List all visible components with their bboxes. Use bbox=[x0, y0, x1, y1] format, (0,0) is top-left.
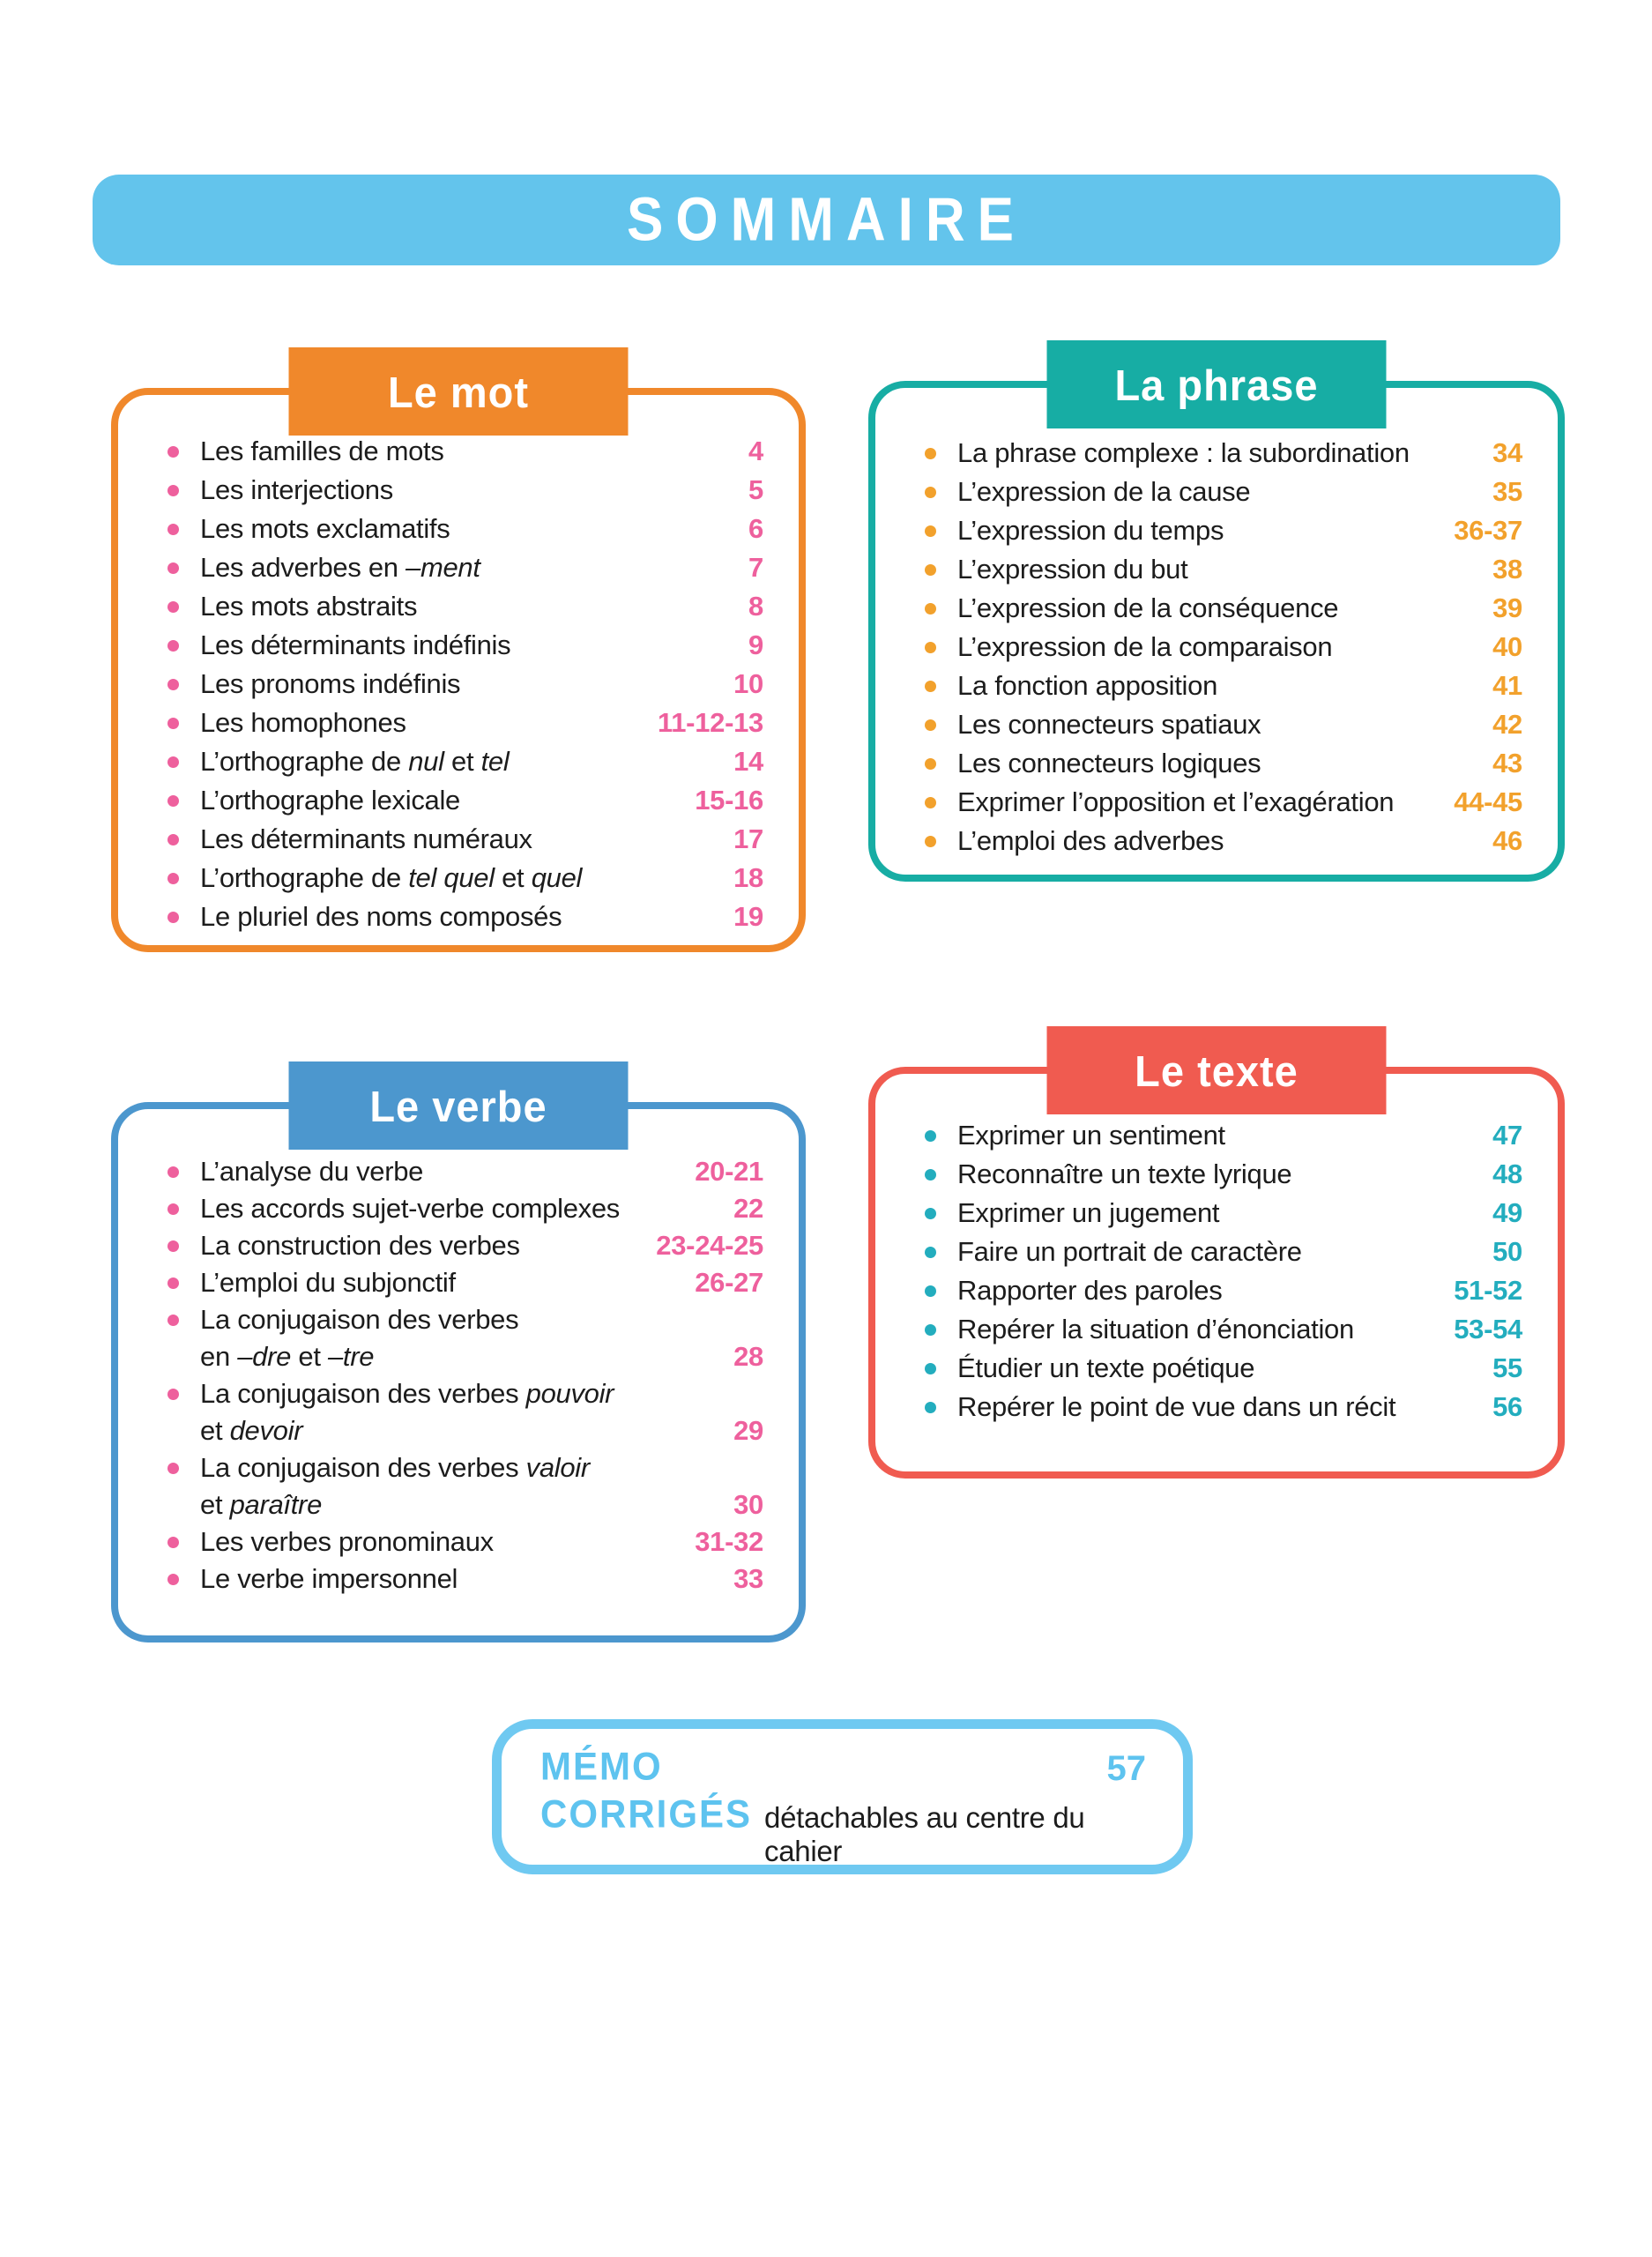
toc-item-label: L’expression de la cause bbox=[957, 476, 1251, 507]
toc-item-page: 31-32 bbox=[695, 1526, 763, 1557]
toc-line bbox=[143, 1412, 763, 1449]
toc-line bbox=[143, 548, 763, 587]
toc-item-label: Les accords sujet-verbe complexes bbox=[200, 1193, 620, 1224]
bullet-icon bbox=[167, 834, 179, 845]
toc-item-label: La conjugaison des verbes pouvoir bbox=[200, 1378, 614, 1409]
toc-item-page: 15-16 bbox=[695, 785, 763, 816]
toc-line bbox=[900, 667, 1522, 705]
toc-item-page: 10 bbox=[733, 668, 763, 699]
toc-item bbox=[900, 1349, 1522, 1388]
toc-item bbox=[900, 1155, 1522, 1194]
toc-item-page: 44-45 bbox=[1454, 786, 1522, 817]
toc-item-label: L’emploi des adverbes bbox=[957, 825, 1224, 856]
toc-item-label: Les adverbes en –ment bbox=[200, 552, 480, 583]
toc-item bbox=[143, 742, 763, 781]
bullet-icon bbox=[925, 1324, 936, 1336]
toc-item-label: et paraître bbox=[200, 1489, 323, 1520]
bullet-icon bbox=[925, 1285, 936, 1297]
toc-item-page: 19 bbox=[733, 901, 763, 932]
bullet-icon bbox=[167, 1537, 179, 1548]
toc-line bbox=[143, 1153, 763, 1190]
section-le-texte bbox=[868, 1046, 1565, 1479]
toc-line bbox=[143, 510, 763, 548]
toc-item-page: 5 bbox=[748, 474, 763, 505]
toc-item-page: 43 bbox=[1492, 748, 1522, 778]
toc-line bbox=[143, 587, 763, 626]
toc-item bbox=[143, 432, 763, 471]
bullet-icon bbox=[167, 1389, 179, 1400]
toc-item-label: Les mots abstraits bbox=[200, 591, 418, 622]
corriges-description: détachables au centre du cahier bbox=[764, 1801, 1085, 1867]
toc-item bbox=[143, 820, 763, 859]
toc-item bbox=[900, 1388, 1522, 1426]
toc-line bbox=[143, 626, 763, 665]
toc-item-page: 20-21 bbox=[695, 1156, 763, 1187]
sommaire-banner bbox=[93, 175, 1560, 265]
toc-item bbox=[143, 1153, 763, 1190]
toc-item-page: 39 bbox=[1492, 592, 1522, 623]
section-title: Le texte bbox=[1135, 1046, 1299, 1095]
toc-item bbox=[900, 1194, 1522, 1233]
toc-line bbox=[143, 1561, 763, 1598]
toc-item-page: 22 bbox=[733, 1193, 763, 1224]
toc-item-label: L’analyse du verbe bbox=[200, 1156, 424, 1187]
toc-line bbox=[900, 1116, 1522, 1155]
toc-item-label: Les interjections bbox=[200, 474, 393, 505]
toc-item bbox=[143, 898, 763, 936]
toc-item-page: 56 bbox=[1492, 1391, 1522, 1422]
toc-line bbox=[143, 1264, 763, 1301]
toc-item-page: 28 bbox=[733, 1341, 763, 1372]
memo-page-number: 57 bbox=[1106, 1749, 1146, 1788]
toc-item-page: 47 bbox=[1492, 1120, 1522, 1151]
toc-item-label: Repérer le point de vue dans un récit bbox=[957, 1391, 1396, 1422]
toc-list-la-phrase bbox=[875, 388, 1558, 860]
bullet-icon bbox=[167, 1463, 179, 1474]
toc-line bbox=[143, 1227, 763, 1264]
toc-line bbox=[900, 705, 1522, 744]
toc-item-label: et devoir bbox=[200, 1415, 303, 1446]
section-la-phrase bbox=[868, 360, 1565, 882]
toc-item-label: L’expression du temps bbox=[957, 515, 1224, 546]
toc-item-label: Les homophones bbox=[200, 707, 406, 738]
toc-item bbox=[900, 744, 1522, 783]
toc-item bbox=[900, 667, 1522, 705]
bullet-icon bbox=[167, 873, 179, 884]
toc-item bbox=[900, 1271, 1522, 1310]
bullet-icon bbox=[167, 562, 179, 574]
bullet-icon bbox=[167, 795, 179, 807]
section-le-verbe bbox=[111, 1081, 806, 1642]
bullet-icon bbox=[925, 1402, 936, 1413]
toc-line bbox=[143, 898, 763, 936]
toc-item-label: Étudier un texte poétique bbox=[957, 1352, 1255, 1383]
toc-line bbox=[900, 434, 1522, 473]
section-le-texte-header-tab bbox=[1047, 1026, 1387, 1114]
bullet-icon bbox=[167, 640, 179, 652]
corriges-row bbox=[540, 1791, 1146, 1868]
toc-item-page: 17 bbox=[733, 823, 763, 854]
toc-item-label: Rapporter des paroles bbox=[957, 1275, 1223, 1306]
toc-line bbox=[900, 822, 1522, 860]
toc-item-page: 4 bbox=[748, 436, 763, 466]
section-le-mot-header-tab bbox=[289, 347, 629, 436]
toc-line bbox=[900, 1388, 1522, 1426]
bullet-icon bbox=[167, 1203, 179, 1215]
toc-item-page: 8 bbox=[748, 591, 763, 622]
section-le-verbe-header-tab bbox=[289, 1061, 629, 1150]
toc-item-label: Le pluriel des noms composés bbox=[200, 901, 562, 932]
bullet-icon bbox=[167, 446, 179, 458]
toc-item-page: 30 bbox=[733, 1489, 763, 1520]
bullet-icon bbox=[167, 718, 179, 729]
bullet-icon bbox=[925, 603, 936, 615]
toc-item bbox=[143, 548, 763, 587]
bullet-icon bbox=[925, 564, 936, 576]
memo-label: MÉMO bbox=[540, 1744, 663, 1788]
toc-item-page: 7 bbox=[748, 552, 763, 583]
toc-item-page: 46 bbox=[1492, 825, 1522, 856]
toc-item bbox=[143, 859, 763, 898]
toc-list-le-verbe bbox=[118, 1109, 799, 1598]
toc-line bbox=[143, 820, 763, 859]
toc-item-label: Les connecteurs logiques bbox=[957, 748, 1261, 778]
bullet-icon bbox=[925, 1247, 936, 1258]
toc-item-label: Les déterminants indéfinis bbox=[200, 629, 511, 660]
toc-item bbox=[143, 510, 763, 548]
toc-item bbox=[900, 628, 1522, 667]
toc-item-label: Les connecteurs spatiaux bbox=[957, 709, 1261, 740]
bullet-icon bbox=[925, 487, 936, 498]
bullet-icon bbox=[925, 1363, 936, 1374]
toc-item bbox=[143, 471, 763, 510]
toc-item-label: Les pronoms indéfinis bbox=[200, 668, 461, 699]
bullet-icon bbox=[167, 1277, 179, 1289]
bullet-icon bbox=[167, 679, 179, 690]
toc-line bbox=[143, 742, 763, 781]
toc-item-label: Les déterminants numéraux bbox=[200, 823, 532, 854]
toc-item-label: Repérer la situation d’énonciation bbox=[957, 1314, 1354, 1345]
toc-line bbox=[143, 859, 763, 898]
toc-item-page: 14 bbox=[733, 746, 763, 777]
toc-item-label: L’expression du but bbox=[957, 554, 1188, 585]
toc-item-page: 55 bbox=[1492, 1352, 1522, 1383]
toc-item bbox=[143, 665, 763, 704]
toc-item bbox=[143, 1561, 763, 1598]
toc-item-label: Les familles de mots bbox=[200, 436, 444, 466]
section-le-mot bbox=[111, 367, 806, 952]
toc-item-page: 53-54 bbox=[1454, 1314, 1522, 1345]
toc-line bbox=[900, 1349, 1522, 1388]
toc-item-page: 11-12-13 bbox=[658, 707, 763, 738]
toc-item-label: Faire un portrait de caractère bbox=[957, 1236, 1302, 1267]
bullet-icon bbox=[925, 681, 936, 692]
bullet-icon bbox=[167, 1240, 179, 1252]
toc-line bbox=[900, 1310, 1522, 1349]
toc-item-page: 18 bbox=[733, 862, 763, 893]
toc-item-page: 42 bbox=[1492, 709, 1522, 740]
toc-line bbox=[143, 781, 763, 820]
bullet-icon bbox=[925, 758, 936, 770]
toc-line bbox=[900, 628, 1522, 667]
toc-item bbox=[143, 1375, 763, 1449]
bullet-icon bbox=[925, 448, 936, 459]
bullet-icon bbox=[925, 1169, 936, 1181]
toc-item-label: Le verbe impersonnel bbox=[200, 1563, 458, 1594]
toc-item-label: L’expression de la conséquence bbox=[957, 592, 1339, 623]
corriges-label: CORRIGÉS bbox=[540, 1791, 753, 1836]
toc-item-label: La phrase complexe : la subordination bbox=[957, 437, 1410, 468]
bullet-icon bbox=[167, 1574, 179, 1585]
toc-item bbox=[900, 1233, 1522, 1271]
toc-item bbox=[143, 1227, 763, 1264]
bullet-icon bbox=[925, 525, 936, 537]
bullet-icon bbox=[167, 601, 179, 613]
section-title: La phrase bbox=[1114, 360, 1319, 409]
page-title: SOMMAIRE bbox=[627, 185, 1026, 255]
toc-line bbox=[143, 1338, 763, 1375]
bullet-icon bbox=[167, 756, 179, 768]
toc-item bbox=[143, 704, 763, 742]
bullet-icon bbox=[925, 797, 936, 808]
bullet-icon bbox=[167, 524, 179, 535]
toc-item-label: Les mots exclamatifs bbox=[200, 513, 450, 544]
toc-item bbox=[900, 473, 1522, 511]
toc-line bbox=[900, 511, 1522, 550]
toc-item-label: L’orthographe de nul et tel bbox=[200, 746, 510, 777]
toc-line bbox=[900, 783, 1522, 822]
toc-item bbox=[143, 1301, 763, 1375]
toc-item-page: 51-52 bbox=[1454, 1275, 1522, 1306]
toc-line bbox=[143, 1449, 763, 1486]
toc-item-page: 41 bbox=[1492, 670, 1522, 701]
toc-line bbox=[900, 550, 1522, 589]
toc-list-le-mot bbox=[118, 395, 799, 936]
toc-item-page: 40 bbox=[1492, 631, 1522, 662]
toc-item bbox=[900, 434, 1522, 473]
toc-item bbox=[143, 626, 763, 665]
section-la-phrase-header-tab bbox=[1047, 340, 1387, 428]
toc-line bbox=[143, 432, 763, 471]
toc-line bbox=[143, 665, 763, 704]
toc-item bbox=[143, 1190, 763, 1227]
toc-item bbox=[900, 822, 1522, 860]
toc-item bbox=[143, 587, 763, 626]
toc-item-page: 34 bbox=[1492, 437, 1522, 468]
section-title: Le verbe bbox=[369, 1081, 547, 1130]
toc-item-page: 29 bbox=[733, 1415, 763, 1446]
section-title: Le mot bbox=[387, 367, 530, 416]
bullet-icon bbox=[167, 485, 179, 496]
toc-line bbox=[143, 1523, 763, 1561]
memo-row bbox=[540, 1744, 1146, 1789]
toc-line bbox=[900, 473, 1522, 511]
toc-item-page: 49 bbox=[1492, 1197, 1522, 1228]
toc-item-page: 48 bbox=[1492, 1158, 1522, 1189]
toc-item-page: 9 bbox=[748, 629, 763, 660]
toc-item-label: Reconnaître un texte lyrique bbox=[957, 1158, 1292, 1189]
toc-item-page: 35 bbox=[1492, 476, 1522, 507]
toc-line bbox=[143, 1486, 763, 1523]
toc-line bbox=[143, 1375, 763, 1412]
toc-line bbox=[143, 704, 763, 742]
bullet-icon bbox=[925, 836, 936, 847]
toc-item bbox=[900, 511, 1522, 550]
toc-line bbox=[900, 1271, 1522, 1310]
toc-line bbox=[900, 589, 1522, 628]
toc-line bbox=[900, 1194, 1522, 1233]
bullet-icon bbox=[925, 642, 936, 653]
toc-item-page: 36-37 bbox=[1454, 515, 1522, 546]
toc-item bbox=[900, 550, 1522, 589]
toc-item-label: La conjugaison des verbes bbox=[200, 1304, 519, 1335]
toc-item bbox=[143, 1264, 763, 1301]
toc-item-label: Exprimer un sentiment bbox=[957, 1120, 1225, 1151]
toc-item bbox=[900, 1116, 1522, 1155]
toc-item-label: L’orthographe lexicale bbox=[200, 785, 460, 816]
bullet-icon bbox=[925, 1130, 936, 1142]
toc-item bbox=[143, 1449, 763, 1523]
toc-item-label: La fonction apposition bbox=[957, 670, 1218, 701]
toc-item-label: L’orthographe de tel quel et quel bbox=[200, 862, 583, 893]
toc-item-label: La conjugaison des verbes valoir bbox=[200, 1452, 590, 1483]
toc-item bbox=[900, 783, 1522, 822]
toc-item-page: 6 bbox=[748, 513, 763, 544]
bullet-icon bbox=[167, 912, 179, 923]
toc-line bbox=[900, 1155, 1522, 1194]
toc-item-label: L’expression de la comparaison bbox=[957, 631, 1333, 662]
toc-list-le-texte bbox=[875, 1074, 1558, 1426]
bullet-icon bbox=[167, 1166, 179, 1178]
toc-item bbox=[143, 1523, 763, 1561]
toc-item-label: Les verbes pronominaux bbox=[200, 1526, 494, 1557]
toc-item bbox=[143, 781, 763, 820]
bullet-icon bbox=[167, 1315, 179, 1326]
toc-item-page: 23-24-25 bbox=[656, 1230, 763, 1261]
toc-item-label: L’emploi du subjonctif bbox=[200, 1267, 456, 1298]
toc-line bbox=[900, 744, 1522, 783]
toc-line bbox=[143, 1190, 763, 1227]
toc-line bbox=[143, 471, 763, 510]
toc-item-label: Exprimer un jugement bbox=[957, 1197, 1220, 1228]
toc-item-page: 38 bbox=[1492, 554, 1522, 585]
toc-item-page: 50 bbox=[1492, 1236, 1522, 1267]
toc-item bbox=[900, 1310, 1522, 1349]
bullet-icon bbox=[925, 1208, 936, 1219]
toc-item-label: en –dre et –tre bbox=[200, 1341, 375, 1372]
bullet-icon bbox=[925, 719, 936, 731]
toc-line bbox=[900, 1233, 1522, 1271]
toc-item bbox=[900, 589, 1522, 628]
memo-corriges-box bbox=[492, 1719, 1193, 1874]
toc-item bbox=[900, 705, 1522, 744]
toc-item-page: 26-27 bbox=[695, 1267, 763, 1298]
toc-item-page: 33 bbox=[733, 1563, 763, 1594]
toc-item-label: La construction des verbes bbox=[200, 1230, 520, 1261]
toc-line bbox=[143, 1301, 763, 1338]
toc-item-label: Exprimer l’opposition et l’exagération bbox=[957, 786, 1395, 817]
